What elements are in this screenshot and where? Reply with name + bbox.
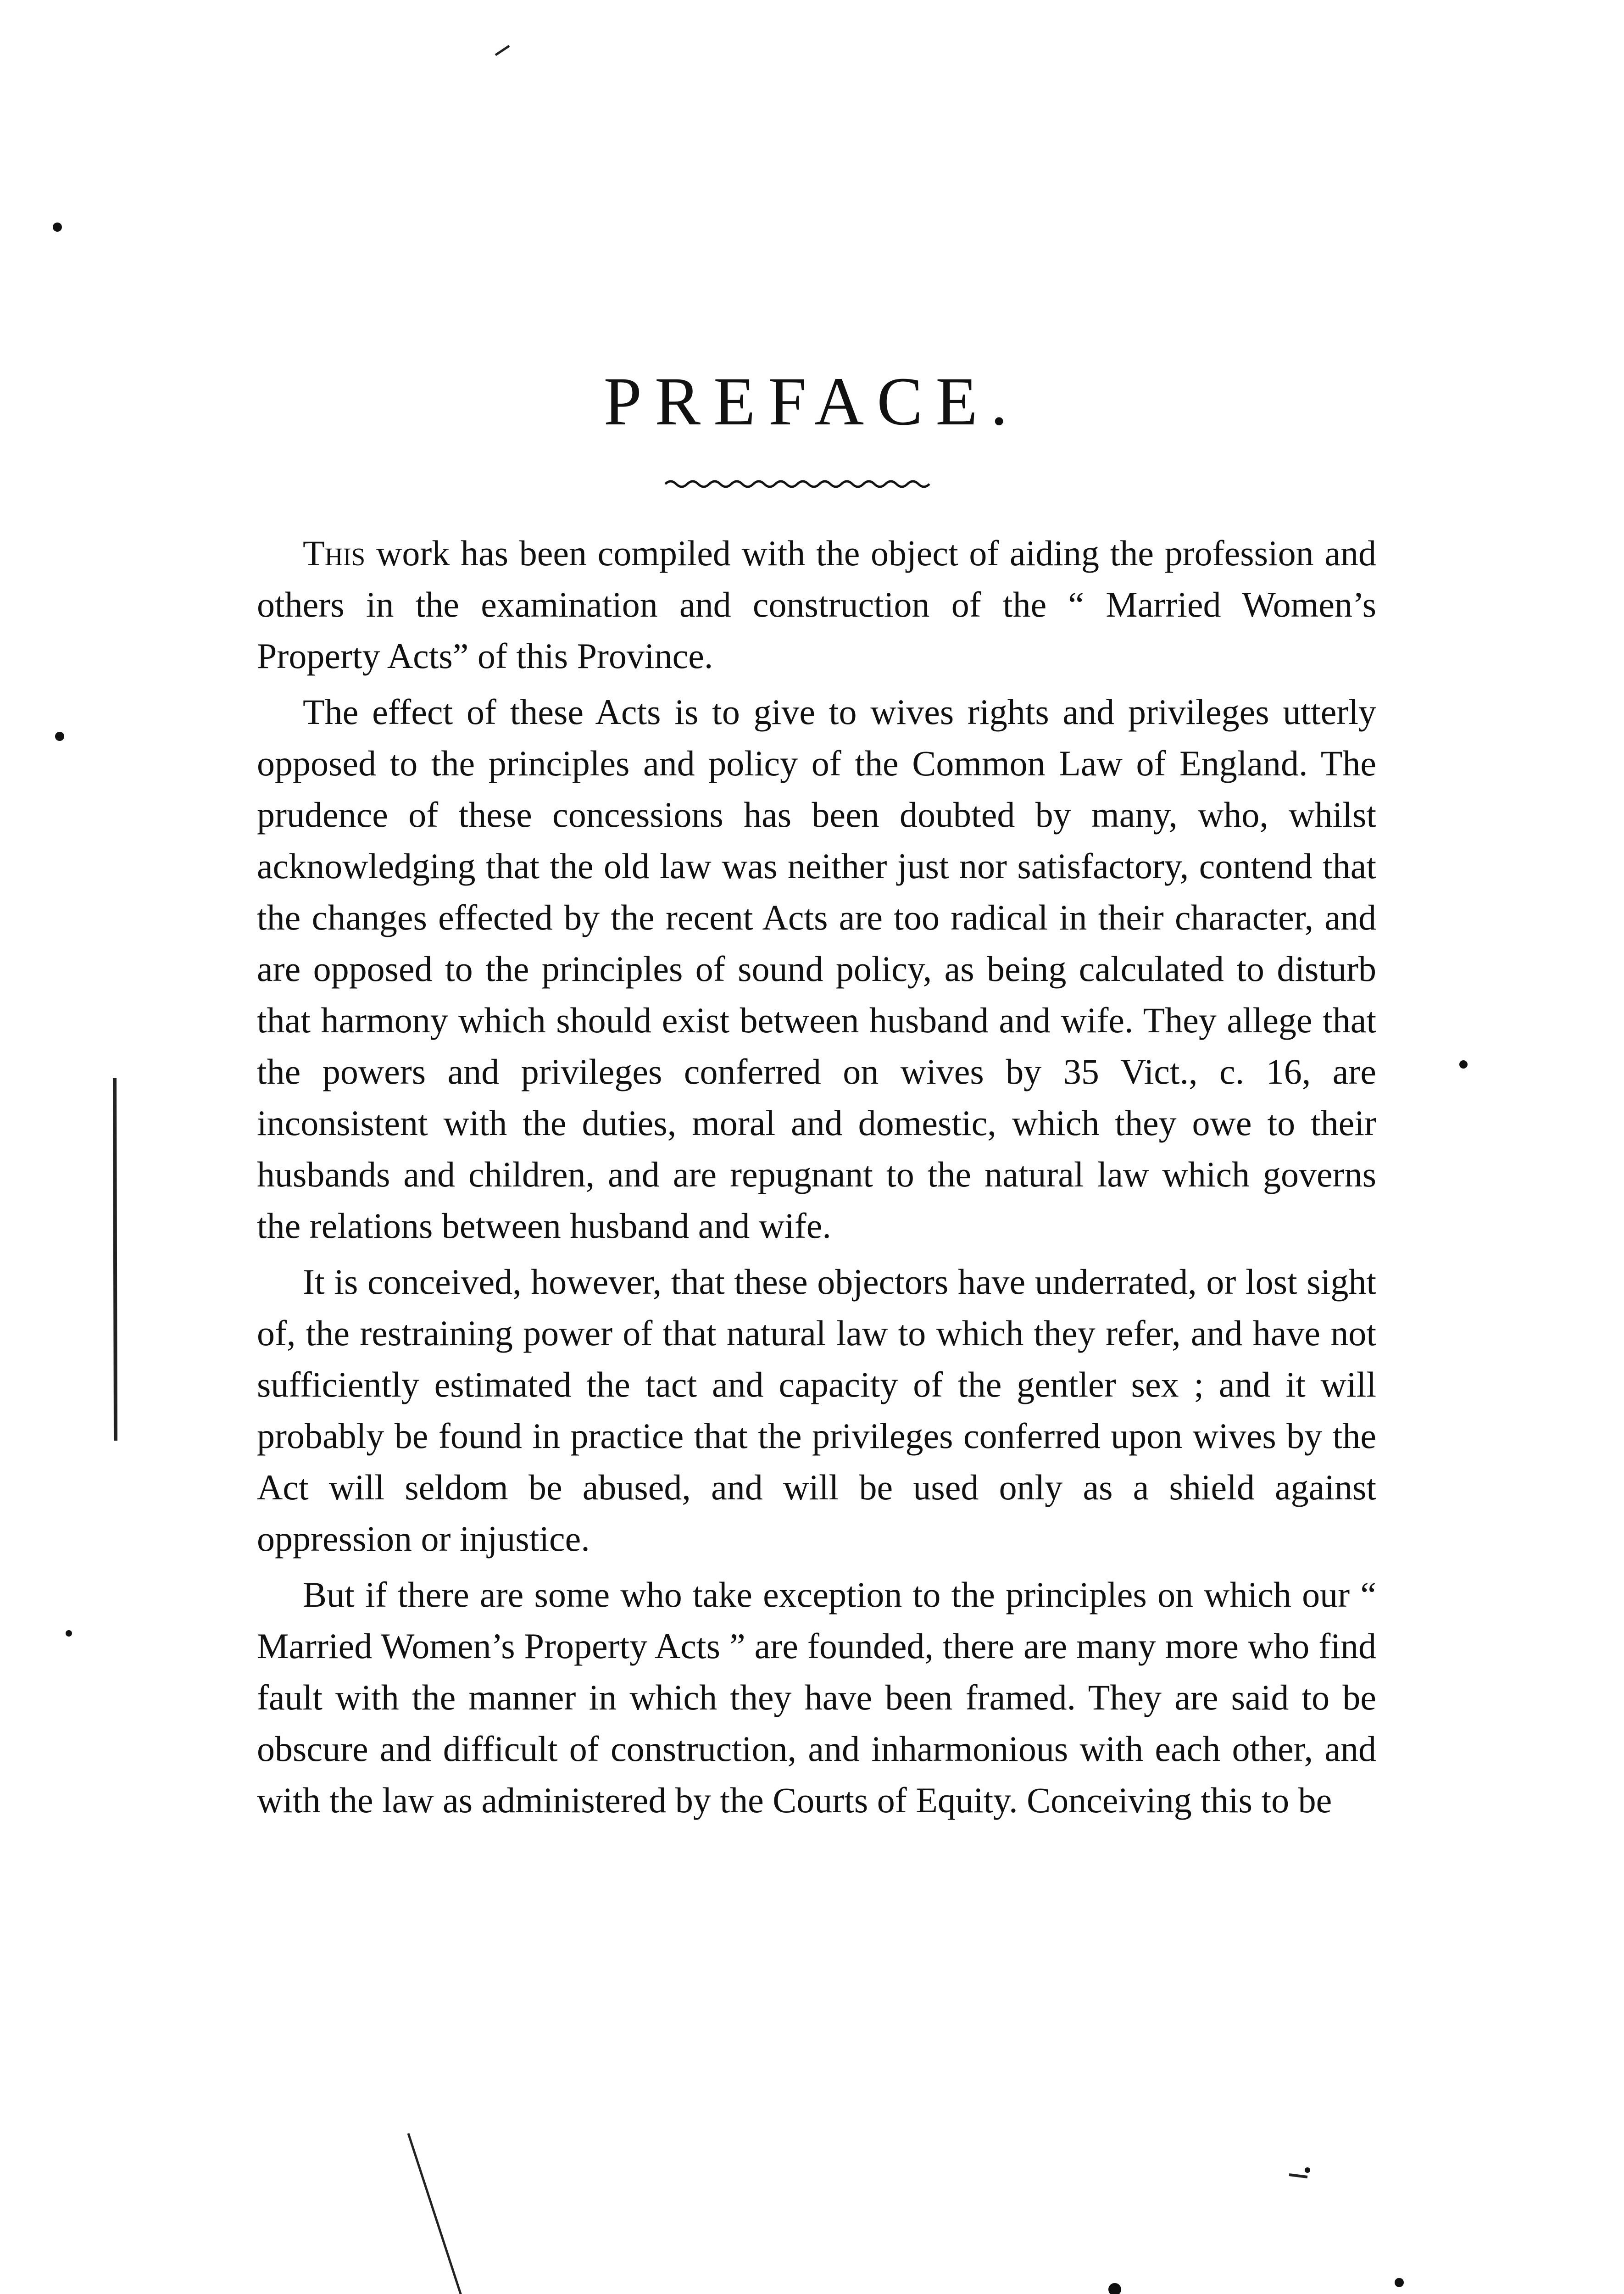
paragraph-2 <box>257 686 1376 1252</box>
page-title: PREFACE. <box>603 363 1021 440</box>
paragraph-lead: This <box>303 533 366 573</box>
paragraph-text: It is conceived, however, that these objectors have underrated, or lost sight of, the restraining power of that natural law to which they refer, and have not sufficiently estimated the tact and capacity of the gentler sex ; and it will probably be found in practice that the privileges conferred upon wives by the Act will seldom be abused, and will be used only as a shield against oppression or injustice. <box>257 1262 1376 1559</box>
preface-body <box>257 528 1376 1831</box>
paragraph-3 <box>257 1256 1376 1565</box>
paragraph-text: work has been compiled with the object of aiding the profession and others in the examination and construction of the “ Married Women’s Property Acts” of this Province. <box>257 533 1376 676</box>
paragraph-4 <box>257 1569 1376 1826</box>
paragraph-text: The effect of these Acts is to give to wives rights and privileges utterly opposed to the principles and policy of the Common Law of England. The prudence of these concessions has been doubted by many, who, whilst acknowledging that the old law was neither just nor satisfactory, contend that the changes effected by the recent Acts are too radical in their character, and are opposed to the principles of sound policy, as being calculated to disturb that harmony which should exist between husband and wife. They allege that the powers and privileges conferred on wives by 35 Vict., c. 16, are inconsistent with the duties, moral and domestic, which they owe to their husbands and children, and are repugnant to the natural law which governs the relations between husband and wife. <box>257 692 1376 1246</box>
paragraph-1 <box>257 528 1376 682</box>
wavy-rule-ornament <box>665 475 931 493</box>
paragraph-text: But if there are some who take exception to the principles on which our “ Married Women’s Property Acts ” are founded, there are many more who find fault with the manner in which they have been framed. They are said to be obscure and difficult of construction, and inharmonious with each other, and with the law as administered by the Courts of Equity. Conceiving this to be <box>257 1575 1376 1820</box>
